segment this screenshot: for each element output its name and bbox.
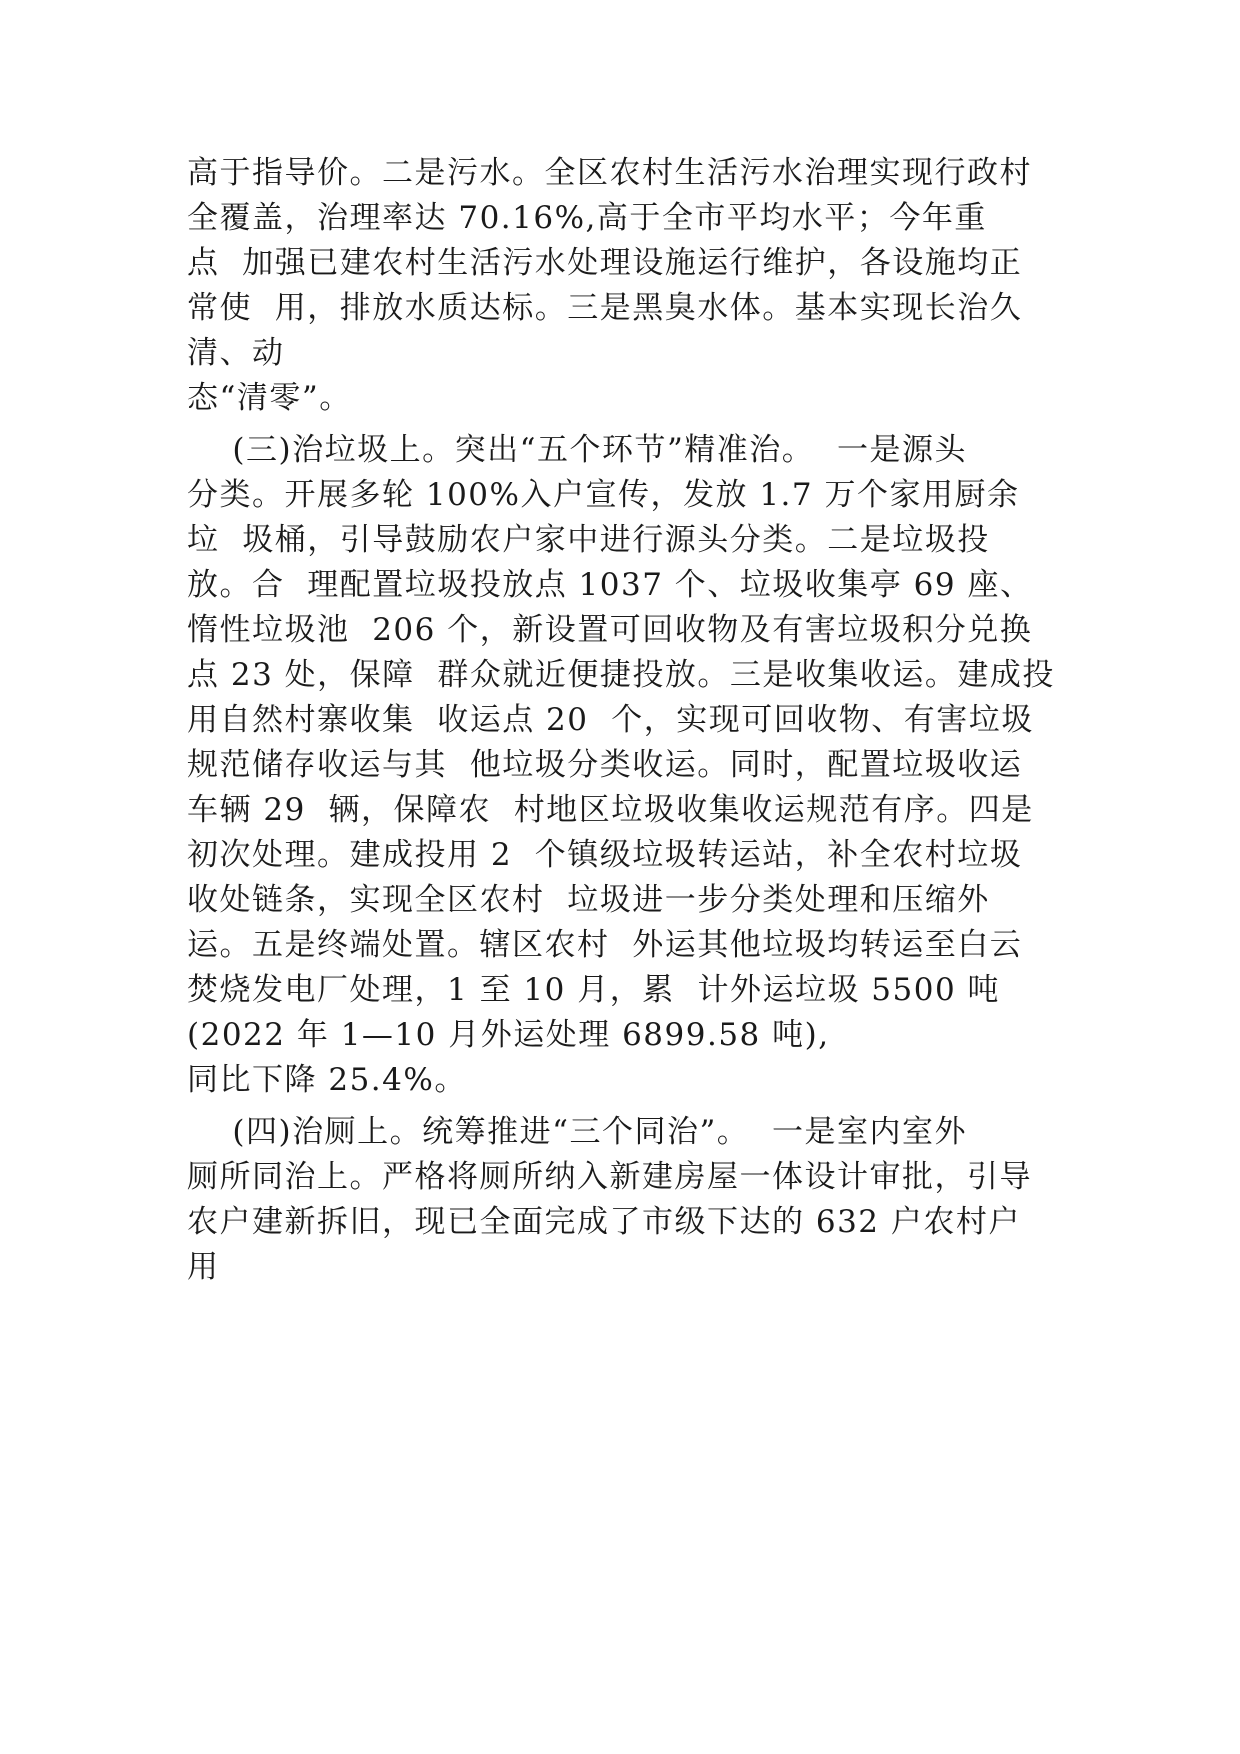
text-line: 初次处理。建成投用 2 个镇级垃圾转运站，补全农村垃圾 bbox=[187, 837, 1023, 873]
text-line: 收处链条，实现全区农村 垃圾进一步分类处理和压缩外 bbox=[187, 882, 990, 918]
text-line: 清、动 bbox=[187, 335, 285, 371]
text-line: 用自然村寨收集 收运点 20 个，实现可回收物、有害垃圾 bbox=[187, 702, 1034, 738]
text-line: 惰性垃圾池 206 个，新设置可回收物及有害垃圾积分兑换 bbox=[187, 612, 1033, 648]
text-line: 焚烧发电厂处理，1 至 10 月，累 计外运垃圾 5500 吨 bbox=[187, 972, 1001, 1008]
text-line: (四)治厕上。统筹推进“三个同治”。 一是室内室外 bbox=[187, 1114, 968, 1150]
text-line: 态“清零”。 bbox=[187, 380, 352, 416]
text-line: 车辆 29 辆，保障农 村地区垃圾收集收运规范有序。四是 bbox=[187, 792, 1034, 828]
text-line: 农户建新拆旧，现已全面完成了市级下达的 632 户农村户 bbox=[187, 1204, 1021, 1240]
text-line: (三)治垃圾上。突出“五个环节”精准治。 一是源头 bbox=[187, 432, 968, 468]
text-line: 放。合 理配置垃圾投放点 1037 个、垃圾收集亭 69 座、 bbox=[187, 567, 1033, 603]
text-line: 全覆盖，治理率达 70.16%,高于全市平均水平；今年重 bbox=[187, 200, 987, 236]
text-line: 规范储存收运与其 他垃圾分类收运。同时，配置垃圾收运 bbox=[187, 747, 1023, 783]
text-line: 用 bbox=[187, 1249, 220, 1285]
text-line: 厕所同治上。严格将厕所纳入新建房屋一体设计审批，引导 bbox=[187, 1159, 1032, 1195]
text-line: 高于指导价。二是污水。全区农村生活污水治理实现行政村 bbox=[187, 155, 1032, 191]
text-line: 点 加强已建农村生活污水处理设施运行维护，各设施均正 bbox=[187, 245, 1023, 281]
text-line: 运。五是终端处置。辖区农村 外运其他垃圾均转运至白云 bbox=[187, 927, 1023, 963]
text-line: 分类。开展多轮 100%入户宣传，发放 1.7 万个家用厨余 bbox=[187, 477, 1020, 513]
text-line: (2022 年 1—10 月外运处理 6899.58 吨), bbox=[187, 1017, 830, 1053]
text-line: 垃 圾桶，引导鼓励农户家中进行源头分类。二是垃圾投 bbox=[187, 522, 990, 558]
text-line: 常使 用，排放水质达标。三是黑臭水体。基本实现长治久 bbox=[187, 290, 1023, 326]
text-line: 点 23 处，保障 群众就近便捷投放。三是收集收运。建成投 bbox=[187, 657, 1055, 693]
text-line: 同比下降 25.4%。 bbox=[187, 1062, 467, 1098]
